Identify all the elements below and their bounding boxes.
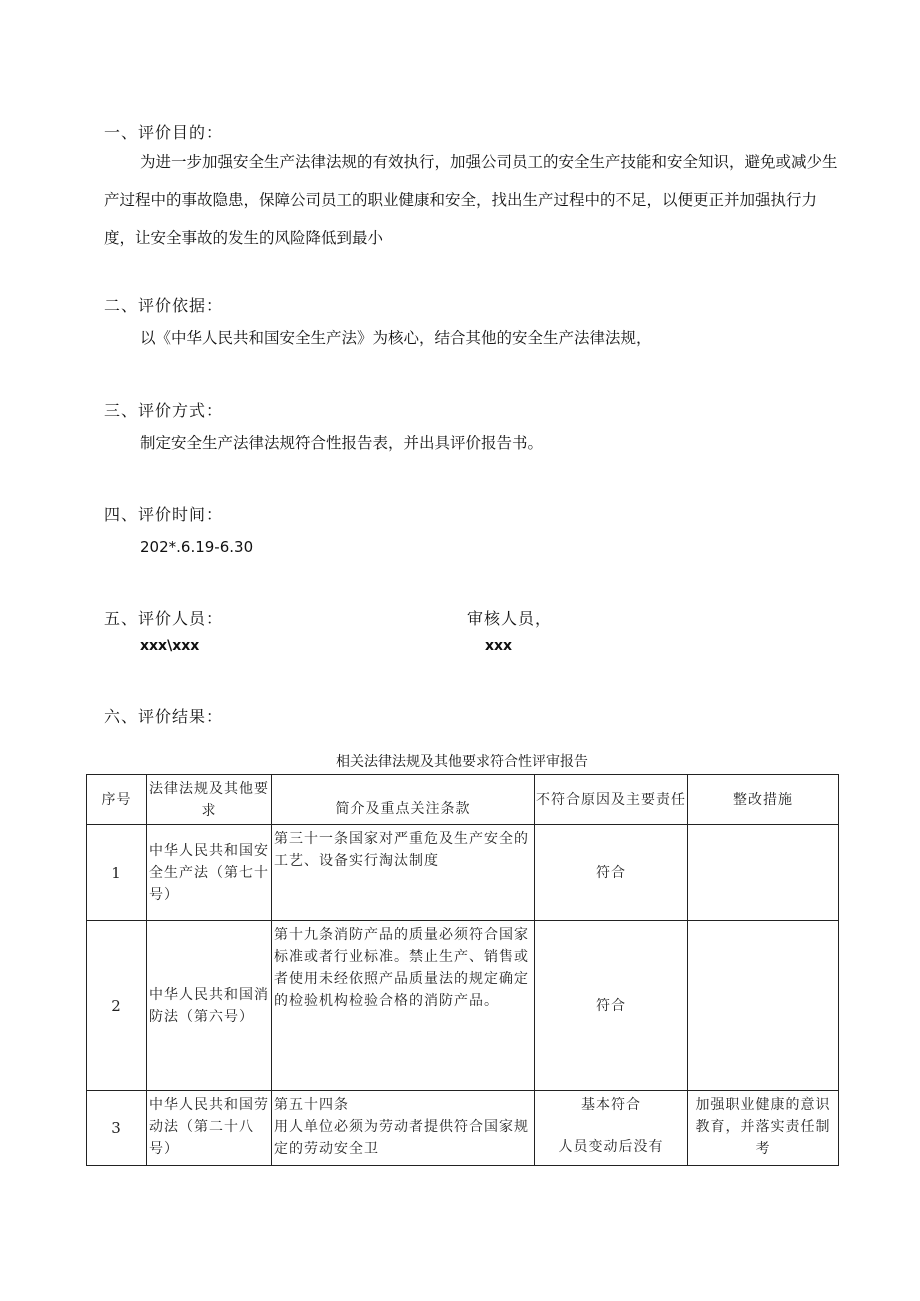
table-title: 相关法律法规及其他要求符合性评审报告 bbox=[336, 754, 588, 770]
reviewer-name: xxx bbox=[485, 638, 513, 654]
evaluator-names: xxx\xxx bbox=[140, 638, 200, 654]
table-row bbox=[87, 825, 839, 921]
reviewer-heading: 审核人员， bbox=[467, 609, 553, 628]
row-description-title: 第五十四条 bbox=[274, 1097, 349, 1113]
table-row bbox=[87, 1091, 839, 1166]
row-result bbox=[535, 1091, 688, 1166]
row-description: 第十九条消防产品的质量必须符合国家标准或者行业标准。禁止生产、销售或者使用未经依照产品质量法的规定确定的检验机构检验合格的消防产品。 bbox=[272, 921, 535, 1091]
section-5-heading: 五、评价人员： bbox=[104, 609, 224, 628]
row-number: 3 bbox=[87, 1091, 147, 1166]
row-result-text: 基本符合 bbox=[581, 1097, 641, 1113]
section-4-date: 202*.6.19-6.30 bbox=[140, 538, 254, 556]
row-number: 2 bbox=[87, 921, 147, 1091]
row-description bbox=[272, 1091, 535, 1166]
row-law: 中华人民共和国劳动法（第二十八号） bbox=[147, 1091, 272, 1166]
row-fix bbox=[688, 921, 839, 1091]
row-fix: 加强职业健康的意识教育，并落实责任制考 bbox=[688, 1091, 839, 1166]
section-3-text: 制定安全生产法律法规符合性报告表，并出具评价报告书。 bbox=[140, 434, 544, 452]
compliance-table bbox=[86, 774, 839, 1166]
row-law: 中华人民共和国安全生产法（第七十号） bbox=[147, 825, 272, 921]
header-no: 序号 bbox=[87, 775, 147, 825]
row-number: 1 bbox=[87, 825, 147, 921]
section-4-heading: 四、评价时间： bbox=[104, 505, 224, 524]
header-law: 法律法规及其他要求 bbox=[147, 775, 272, 825]
row-fix bbox=[688, 825, 839, 921]
row-description-body: 用人单位必须为劳动者提供符合国家规定的劳动安全卫 bbox=[274, 1119, 529, 1157]
table-row bbox=[87, 921, 839, 1091]
header-desc: 简介及重点关注条款 bbox=[272, 775, 535, 825]
section-1-text: 为进一步加强安全生产法律法规的有效执行，加强公司员工的安全生产技能和安全知识，避免或减少生产过程中的事故隐患，保障公司员工的职业健康和安全，找出生产过程中的不足，以便更正并加强执行力度，让安全事故的发生的风险降低到最小 bbox=[104, 153, 838, 247]
row-result: 符合 bbox=[535, 825, 688, 921]
row-law: 中华人民共和国消防法（第六号） bbox=[147, 921, 272, 1091]
section-2-heading: 二、评价依据： bbox=[104, 296, 224, 315]
row-description: 第三十一条国家对严重危及生产安全的工艺、设备实行淘汰制度 bbox=[272, 825, 535, 921]
header-reason: 不符合原因及主要责任 bbox=[535, 775, 688, 825]
row-result: 符合 bbox=[535, 921, 688, 1091]
section-6-heading: 六、评价结果： bbox=[104, 707, 224, 726]
section-1-heading: 一、评价目的： bbox=[104, 123, 224, 142]
table-header-row bbox=[87, 775, 839, 825]
section-2-text: 以《中华人民共和国安全生产法》为核心，结合其他的安全生产法律法规， bbox=[140, 329, 652, 347]
header-fix: 整改措施 bbox=[688, 775, 839, 825]
row-result-note: 人员变动后没有 bbox=[558, 1139, 664, 1155]
section-3-heading: 三、评价方式： bbox=[104, 401, 224, 420]
